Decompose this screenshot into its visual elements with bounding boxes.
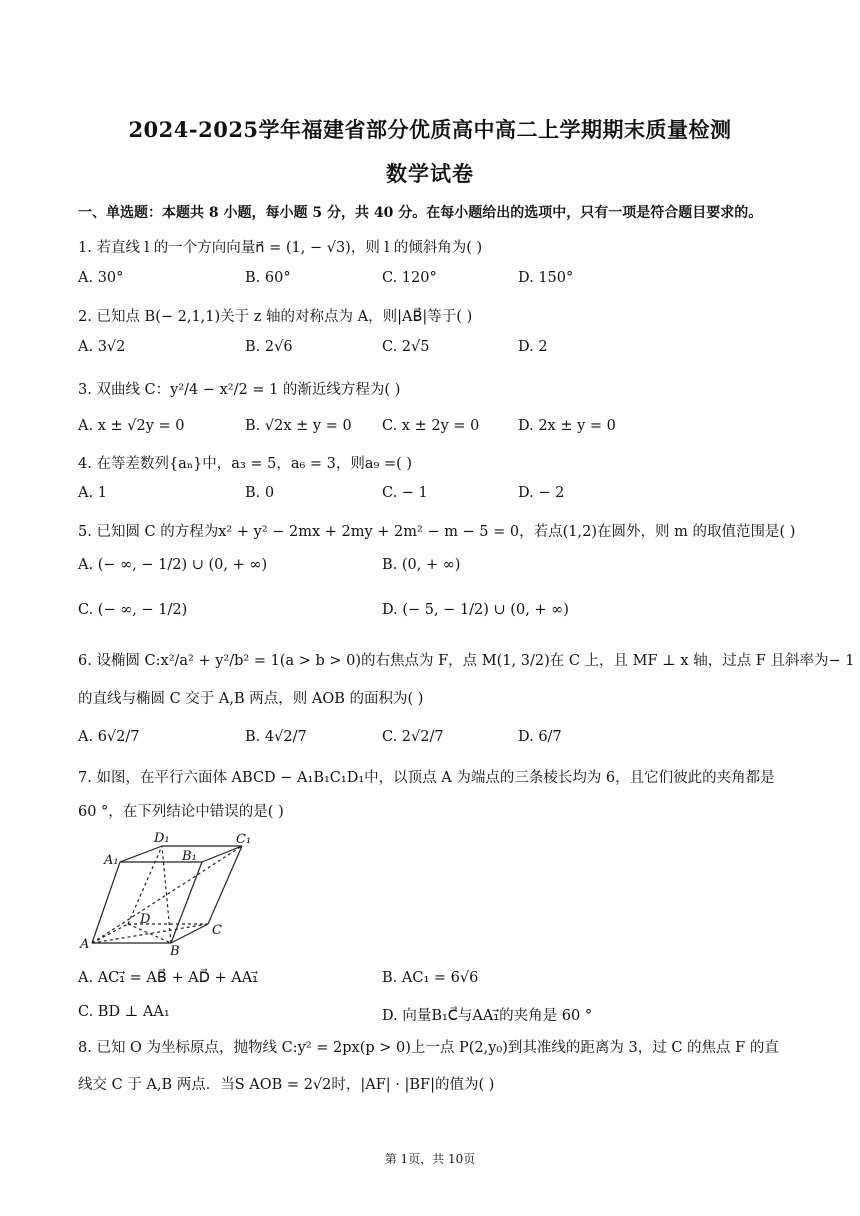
- question-6-option-d: D. 6/7: [518, 729, 562, 745]
- question-7-stem-line-1: 7. 如图，在平行六面体 ABCD − A₁B₁C₁D₁中，以顶点 A 为端点的三条棱长均为 6，且它们彼此的夹角都是: [78, 770, 775, 786]
- question-6-option-c: C. 2√2/7: [382, 729, 444, 745]
- question-6-option-b: B. 4√2/7: [245, 729, 307, 745]
- question-1-stem: 1. 若直线 l 的一个方向向量n⃗ = (1, − √3)，则 l 的倾斜角为( ): [78, 240, 483, 256]
- label-d1: D₁: [154, 831, 170, 846]
- question-1-option-a: A. 30°: [78, 270, 124, 286]
- question-2-option-b: B. 2√6: [245, 339, 293, 355]
- question-2-option-c: C. 2√5: [382, 339, 430, 355]
- question-3-option-a: A. x ± √2y = 0: [78, 418, 185, 434]
- question-5-option-d: D. (− 5, − 1/2) ∪ (0, + ∞): [382, 602, 569, 618]
- question-6-stem-line-2: 的直线与椭圆 C 交于 A,B 两点，则 AOB 的面积为( ): [78, 691, 424, 707]
- question-2-option-a: A. 3√2: [78, 339, 126, 355]
- label-a1: A₁: [104, 853, 119, 868]
- question-7-option-a: A. AC₁⃗ = AB⃗ + AD⃗ + AA₁⃗: [78, 970, 258, 986]
- question-2-option-d: D. 2: [518, 339, 548, 355]
- question-4-option-d: D. − 2: [518, 485, 565, 501]
- page-footer: 第 1页，共 10页: [384, 1152, 476, 1166]
- question-6-stem-line-1: 6. 设椭圆 C:x²/a² + y²/b² = 1(a > b > 0)的右焦点为 F，点 M(1, 3/2)在 C 上，且 MF ⊥ x 轴，过点 F 且斜率为− 1: [78, 653, 855, 669]
- page-subtitle: 数学试卷: [386, 161, 474, 186]
- label-c: C: [212, 923, 222, 938]
- question-4-option-c: C. − 1: [382, 485, 428, 501]
- label-b1: B₁: [182, 849, 197, 864]
- question-1-option-c: C. 120°: [382, 270, 437, 286]
- question-5-option-b: B. (0, + ∞): [382, 557, 461, 573]
- question-5-option-c: C. (− ∞, − 1/2): [78, 602, 188, 618]
- question-5-option-a: A. (− ∞, − 1/2) ∪ (0, + ∞): [78, 557, 268, 573]
- question-3-stem: 3. 双曲线 C：y²/4 − x²/2 = 1 的渐近线方程为( ): [78, 382, 401, 398]
- label-d: D: [140, 912, 151, 927]
- question-5-stem: 5. 已知圆 C 的方程为x² + y² − 2mx + 2my + 2m² − m − 5 = 0，若点(1,2)在圆外，则 m 的取值范围是( ): [78, 524, 796, 540]
- question-4-stem: 4. 在等差数列{aₙ}中，a₃ = 5，a₆ = 3，则a₉ =( ): [78, 456, 413, 472]
- question-3-option-b: B. √2x ± y = 0: [245, 418, 352, 434]
- question-1-option-d: D. 150°: [518, 270, 574, 286]
- question-7-option-b: B. AC₁ = 6√6: [382, 970, 479, 986]
- question-7-option-d: D. 向量B₁C⃗与AA₁⃗的夹角是 60 °: [382, 1008, 593, 1024]
- question-4-option-b: B. 0: [245, 485, 275, 501]
- question-1-option-b: B. 60°: [245, 270, 291, 286]
- question-3-option-c: C. x ± 2y = 0: [382, 418, 480, 434]
- page-title: 2024-2025学年福建省部分优质高中高二上学期期末质量检测: [128, 117, 732, 142]
- label-a: A: [80, 937, 90, 952]
- question-3-option-d: D. 2x ± y = 0: [518, 418, 616, 434]
- question-4-option-a: A. 1: [78, 485, 107, 501]
- label-c1: C₁: [236, 832, 252, 847]
- question-2-stem: 2. 已知点 B(− 2,1,1)关于 z 轴的对称点为 A，则|AB⃗|等于( ): [78, 309, 473, 325]
- question-6-option-a: A. 6√2/7: [78, 729, 140, 745]
- parallelepiped-figure: [78, 826, 258, 956]
- question-7-stem-line-2: 60 °，在下列结论中错误的是( ): [78, 804, 284, 820]
- question-7-option-c: C. BD ⊥ AA₁: [78, 1004, 170, 1020]
- label-b: B: [170, 944, 180, 956]
- question-8-stem-line-1: 8. 已知 O 为坐标原点，抛物线 C:y² = 2px(p > 0)上一点 P(2,y₀)到其准线的距离为 3，过 C 的焦点 F 的直: [78, 1040, 779, 1056]
- section-heading: 一、单选题：本题共 8 小题，每小题 5 分，共 40 分。在每小题给出的选项中，只有一项是符合题目要求的。: [78, 205, 763, 221]
- question-8-stem-line-2: 线交 C 于 A,B 两点．当S AOB = 2√2时，|AF| · |BF|的值为( ): [78, 1077, 495, 1093]
